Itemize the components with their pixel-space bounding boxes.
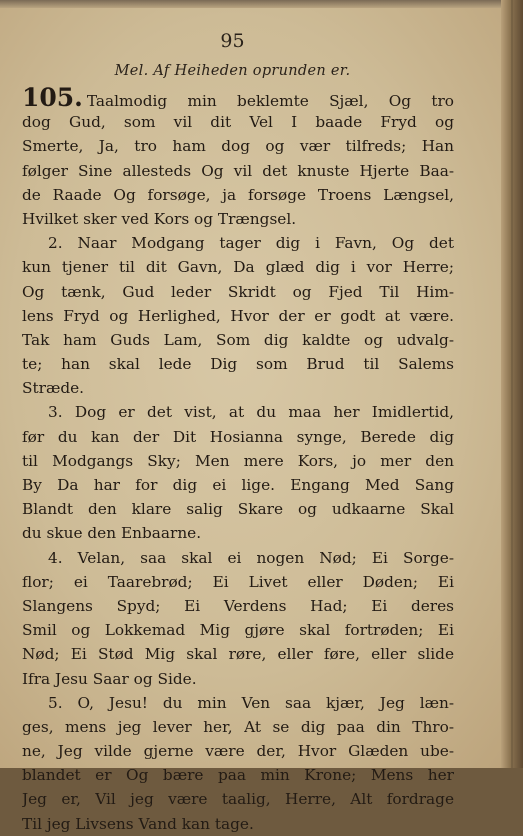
hymn-line: ges, mens jeg lever her, At se dig paa din Thro- — [22, 717, 454, 736]
hymn-line: Blandt den klare salig Skare og udkaarne Skal — [22, 500, 454, 519]
hymn-line: før du kan der Dit Hosianna synge, Berede dig — [22, 427, 454, 446]
hymn-line: de Raade Og forsøge, ja forsøge Troens Længsel, — [22, 185, 454, 204]
verse-start-line: 5. O, Jesu! du min Ven saa kjær, Jeg læn- — [48, 693, 454, 712]
hymn-line: Smil og Lokkemad Mig gjøre skal fortrøden; Ei — [22, 621, 454, 640]
hymn-line: Og tænk, Gud leder Skridt og Fjed Til Him- — [22, 282, 454, 301]
hymn-line: By Da har for dig ei lige. Engang Med Sang — [22, 476, 454, 494]
page-number: 95 — [220, 30, 245, 52]
hymn-line: Tak ham Guds Lam, Som dig kaldte og udvalg- — [22, 330, 454, 349]
hymn-line: te; han skal lede Dig som Brud til Salems — [22, 355, 454, 374]
hymn-line: Slangens Spyd; Ei Verdens Had; Ei deres — [22, 596, 454, 615]
hymn-line: du skue den Enbaarne. — [22, 524, 202, 543]
hymn-number: 105. — [22, 86, 83, 111]
hymn-line: Nød; Ei Stød Mig skal røre, eller føre, eller slide — [22, 645, 454, 664]
melody-line: Mel. Af Heiheden oprunden er. — [114, 63, 351, 79]
verse-start-line: 3. Dog er det vist, at du maa her Imidlertid, — [48, 403, 454, 422]
hymn-line: Jeg er, Vil jeg være taalig, Herre, Alt fordrage — [22, 790, 454, 809]
hymn-line: 105. Taalmodig min beklemte Sjæl, Og tro — [22, 86, 454, 110]
verse-start-line: 2. Naar Modgang tager dig i Favn, Og det — [48, 234, 454, 253]
hymn-line: dog Gud, som vil dit Vel I baade Fryd og — [22, 113, 454, 132]
hymn-text — [22, 86, 454, 836]
hymn-line: følger Sine allesteds Og vil det knuste Hjerte Baa- — [22, 161, 454, 180]
hymn-line: til Modgangs Sky; Men mere Kors, jo mer den — [22, 451, 454, 470]
hymn-line: flor; ei Taarebrød; Ei Livet eller Døden; Ei — [22, 572, 454, 591]
hymn-line: ne, Jeg vilde gjerne være der, Hvor Glæden ube- — [22, 742, 454, 761]
hymn-line: Hvilket sker ved Kors og Trængsel. — [22, 209, 297, 228]
hymn-line: kun tjener til dit Gavn, Da glæd dig i vor Herre; — [22, 258, 454, 277]
hymn-line: blandet er Og bære paa min Krone; Mens her — [22, 766, 454, 785]
page-top-edge — [0, 0, 523, 8]
hymn-line: lens Fryd og Herlighed, Hvor der er godt at være. — [22, 306, 454, 325]
hymn-line: Til jeg Livsens Vand kan tage. — [22, 814, 254, 833]
hymn-line: Ifra Jesu Saar og Side. — [22, 669, 197, 688]
verse-start-line: 4. Velan, saa skal ei nogen Nød; Ei Sorge- — [48, 548, 454, 567]
hymn-line: Smerte, Ja, tro ham dog og vær tilfreds; Han — [22, 137, 454, 156]
spine-shadow-line — [511, 0, 513, 768]
hymn-line: Stræde. — [22, 379, 85, 398]
